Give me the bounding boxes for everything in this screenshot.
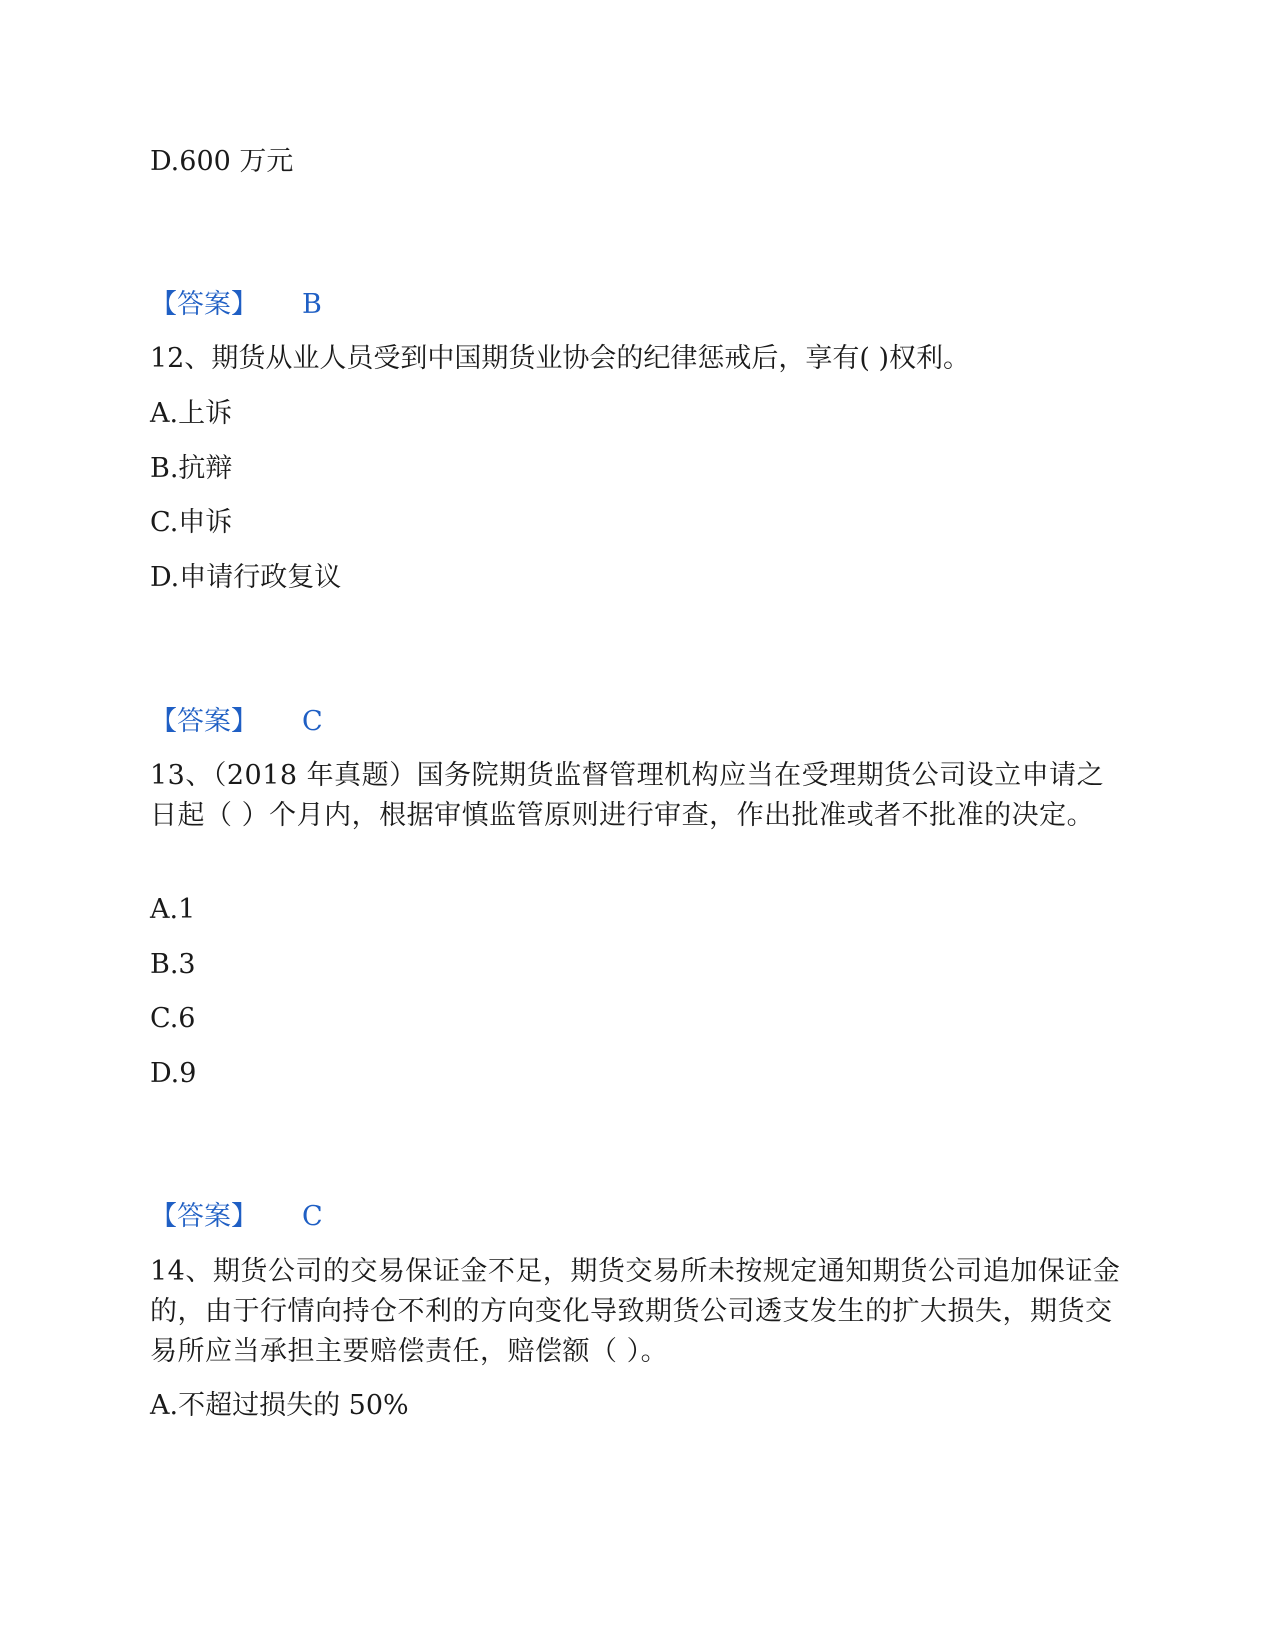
- answer-q13: [150, 1197, 323, 1237]
- q12-option-d: D.申请行政复议: [150, 562, 342, 593]
- q13-option-c: C.6: [150, 1003, 196, 1034]
- q12-option-c: C.申诉: [150, 507, 233, 538]
- q13-option-a: A.1: [150, 894, 196, 925]
- answer-q12: [150, 702, 323, 742]
- q11-option-d: D.600 万元: [150, 146, 294, 177]
- q12-option-b: B.抗辩: [150, 453, 233, 484]
- answer-value: C: [302, 1201, 323, 1232]
- q13-question: 13、（2018 年真题）国务院期货监督管理机构应当在受理期货公司设立申请之日起（ ）个月内，根据审慎监管原则进行审查，作出批准或者不批准的决定。: [150, 760, 1105, 831]
- answer-value: B: [302, 289, 322, 320]
- q12-option-a: A.上诉: [150, 398, 233, 429]
- q13-option-b: B.3: [150, 949, 196, 980]
- answer-label: 【答案】: [150, 289, 258, 320]
- q13-option-d: D.9: [150, 1058, 197, 1089]
- answer-value: C: [302, 706, 323, 737]
- q14-option-a: A.不超过损失的 50%: [150, 1390, 409, 1421]
- q14-question: 14、期货公司的交易保证金不足，期货交易所未按规定通知期货公司追加保证金的，由于行情向持仓不利的方向变化导致期货公司透支发生的扩大损失，期货交易所应当承担主要赔偿责任，赔偿额（ ）。: [150, 1256, 1121, 1367]
- q12-question: 12、期货从业人员受到中国期货业协会的纪律惩戒后，享有( )权利。: [150, 343, 971, 374]
- answer-label: 【答案】: [150, 706, 258, 737]
- answer-label: 【答案】: [150, 1201, 258, 1232]
- answer-q11: [150, 285, 322, 325]
